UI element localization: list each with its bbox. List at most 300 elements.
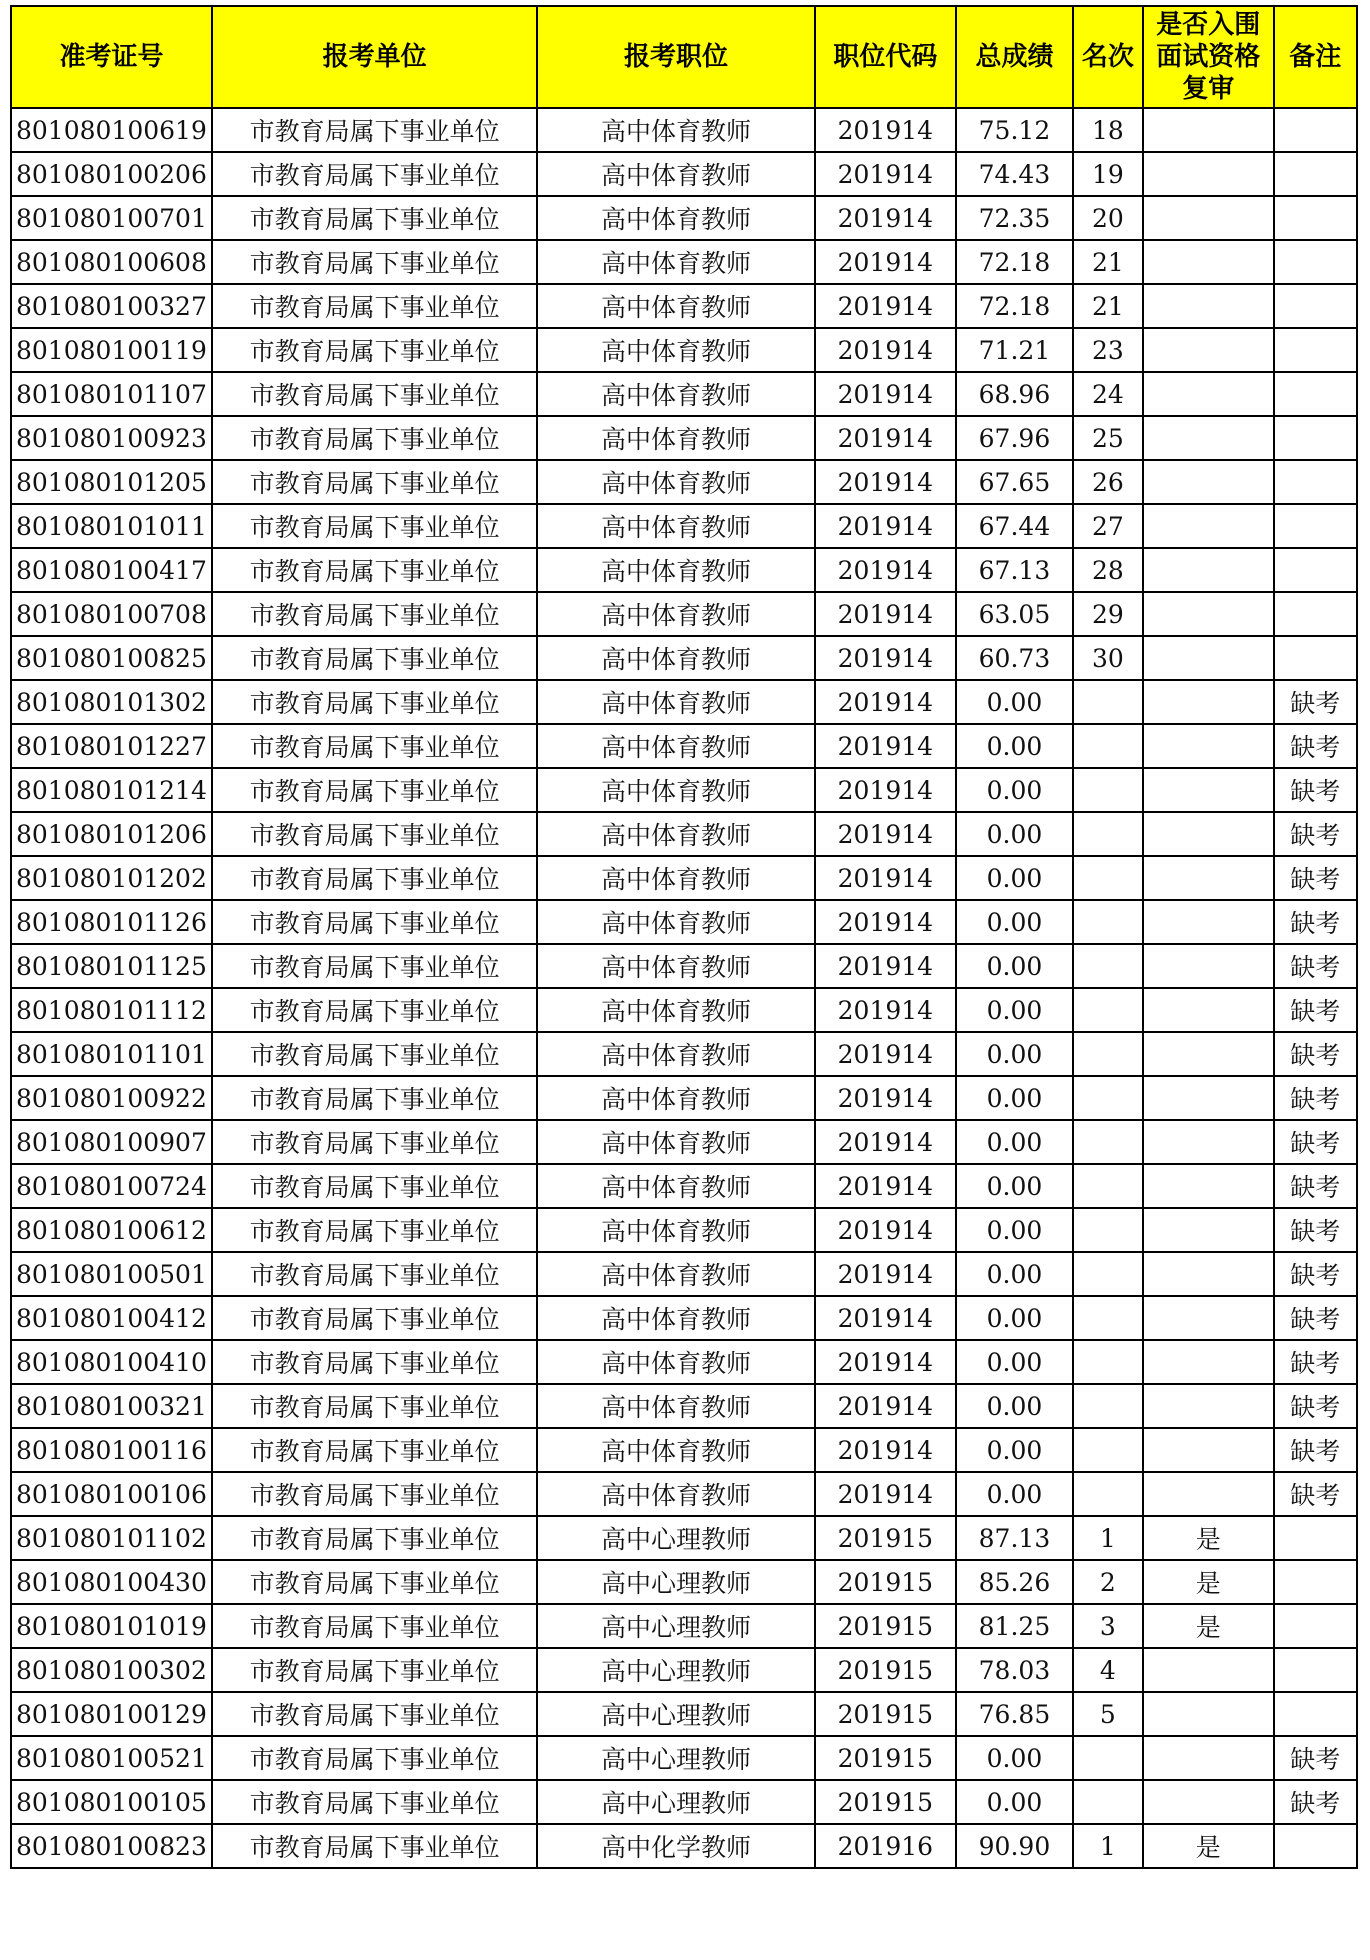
cell-exam-id: 801080101101 — [11, 1032, 212, 1076]
cell-interview-qualified — [1143, 504, 1274, 548]
cell-note — [1274, 592, 1357, 636]
cell-total-score: 0.00 — [956, 768, 1073, 812]
cell-exam-id: 801080100321 — [11, 1384, 212, 1428]
cell-unit: 市教育局属下事业单位 — [212, 372, 537, 416]
table-row — [11, 1032, 1357, 1076]
cell-exam-id: 801080101125 — [11, 944, 212, 988]
cell-interview-qualified — [1143, 1384, 1274, 1428]
cell-unit: 市教育局属下事业单位 — [212, 768, 537, 812]
results-table — [10, 5, 1358, 1869]
table-row — [11, 1296, 1357, 1340]
cell-position-code: 201914 — [815, 284, 957, 328]
cell-note: 缺考 — [1274, 1076, 1357, 1120]
table-row — [11, 416, 1357, 460]
cell-total-score: 0.00 — [956, 944, 1073, 988]
cell-total-score: 0.00 — [956, 1340, 1073, 1384]
cell-exam-id: 801080101302 — [11, 680, 212, 724]
table-row — [11, 768, 1357, 812]
cell-rank: 2 — [1073, 1560, 1143, 1604]
cell-rank: 24 — [1073, 372, 1143, 416]
cell-position-code: 201914 — [815, 240, 957, 284]
cell-rank — [1073, 812, 1143, 856]
header-rank: 名次 — [1073, 6, 1143, 108]
cell-rank — [1073, 1208, 1143, 1252]
cell-note: 缺考 — [1274, 1164, 1357, 1208]
cell-rank — [1073, 1076, 1143, 1120]
cell-exam-id: 801080100823 — [11, 1824, 212, 1868]
cell-unit: 市教育局属下事业单位 — [212, 636, 537, 680]
table-row — [11, 900, 1357, 944]
cell-position-code: 201914 — [815, 1076, 957, 1120]
cell-exam-id: 801080100922 — [11, 1076, 212, 1120]
table-row — [11, 1692, 1357, 1736]
cell-total-score: 0.00 — [956, 856, 1073, 900]
cell-interview-qualified — [1143, 284, 1274, 328]
cell-exam-id: 801080100327 — [11, 284, 212, 328]
cell-unit: 市教育局属下事业单位 — [212, 416, 537, 460]
cell-position-code: 201914 — [815, 1032, 957, 1076]
cell-position: 高中体育教师 — [537, 1340, 814, 1384]
cell-rank: 20 — [1073, 196, 1143, 240]
cell-position: 高中化学教师 — [537, 1824, 814, 1868]
cell-interview-qualified — [1143, 1428, 1274, 1472]
cell-position: 高中体育教师 — [537, 724, 814, 768]
table-row — [11, 240, 1357, 284]
header-position: 报考职位 — [537, 6, 814, 108]
cell-position: 高中体育教师 — [537, 636, 814, 680]
cell-rank — [1073, 768, 1143, 812]
cell-unit: 市教育局属下事业单位 — [212, 900, 537, 944]
table-row — [11, 636, 1357, 680]
cell-position: 高中心理教师 — [537, 1780, 814, 1824]
cell-unit: 市教育局属下事业单位 — [212, 1076, 537, 1120]
cell-rank — [1073, 1164, 1143, 1208]
cell-unit: 市教育局属下事业单位 — [212, 1032, 537, 1076]
cell-total-score: 72.35 — [956, 196, 1073, 240]
table-row — [11, 1252, 1357, 1296]
cell-note — [1274, 284, 1357, 328]
table-row — [11, 812, 1357, 856]
cell-interview-qualified — [1143, 1120, 1274, 1164]
cell-unit: 市教育局属下事业单位 — [212, 1516, 537, 1560]
cell-note — [1274, 240, 1357, 284]
cell-total-score: 0.00 — [956, 1384, 1073, 1428]
header-position-code: 职位代码 — [815, 6, 957, 108]
cell-total-score: 0.00 — [956, 1780, 1073, 1824]
table-row — [11, 1120, 1357, 1164]
cell-exam-id: 801080101112 — [11, 988, 212, 1032]
table-row — [11, 284, 1357, 328]
cell-position: 高中体育教师 — [537, 1384, 814, 1428]
cell-position: 高中体育教师 — [537, 1472, 814, 1516]
table-row — [11, 1472, 1357, 1516]
cell-total-score: 90.90 — [956, 1824, 1073, 1868]
cell-exam-id: 801080100206 — [11, 152, 212, 196]
cell-total-score: 67.13 — [956, 548, 1073, 592]
cell-exam-id: 801080101227 — [11, 724, 212, 768]
cell-position: 高中体育教师 — [537, 1164, 814, 1208]
cell-note — [1274, 328, 1357, 372]
cell-rank — [1073, 1472, 1143, 1516]
table-row — [11, 1736, 1357, 1780]
table-row — [11, 1604, 1357, 1648]
cell-position: 高中体育教师 — [537, 108, 814, 152]
cell-interview-qualified — [1143, 812, 1274, 856]
cell-interview-qualified — [1143, 1164, 1274, 1208]
cell-rank: 21 — [1073, 240, 1143, 284]
cell-rank — [1073, 1032, 1143, 1076]
table-row — [11, 1516, 1357, 1560]
header-exam-id: 准考证号 — [11, 6, 212, 108]
cell-interview-qualified — [1143, 988, 1274, 1032]
cell-position: 高中体育教师 — [537, 240, 814, 284]
cell-position: 高中心理教师 — [537, 1736, 814, 1780]
cell-interview-qualified — [1143, 1472, 1274, 1516]
table-body — [11, 108, 1357, 1868]
table-row — [11, 1208, 1357, 1252]
cell-total-score: 63.05 — [956, 592, 1073, 636]
cell-exam-id: 801080100619 — [11, 108, 212, 152]
cell-unit: 市教育局属下事业单位 — [212, 1428, 537, 1472]
cell-rank — [1073, 724, 1143, 768]
cell-rank — [1073, 1252, 1143, 1296]
cell-position-code: 201915 — [815, 1692, 957, 1736]
cell-position-code: 201914 — [815, 944, 957, 988]
cell-position: 高中体育教师 — [537, 988, 814, 1032]
cell-position-code: 201914 — [815, 724, 957, 768]
cell-interview-qualified — [1143, 768, 1274, 812]
cell-note — [1274, 416, 1357, 460]
cell-total-score: 71.21 — [956, 328, 1073, 372]
cell-rank — [1073, 1780, 1143, 1824]
cell-exam-id: 801080100116 — [11, 1428, 212, 1472]
cell-position-code: 201914 — [815, 1252, 957, 1296]
cell-unit: 市教育局属下事业单位 — [212, 1164, 537, 1208]
cell-rank: 1 — [1073, 1824, 1143, 1868]
cell-rank — [1073, 944, 1143, 988]
cell-exam-id: 801080100907 — [11, 1120, 212, 1164]
cell-position: 高中体育教师 — [537, 812, 814, 856]
table-row — [11, 856, 1357, 900]
cell-total-score: 0.00 — [956, 1164, 1073, 1208]
cell-interview-qualified — [1143, 1076, 1274, 1120]
cell-interview-qualified — [1143, 108, 1274, 152]
cell-position-code: 201915 — [815, 1648, 957, 1692]
cell-interview-qualified — [1143, 680, 1274, 724]
cell-interview-qualified — [1143, 1648, 1274, 1692]
cell-position-code: 201914 — [815, 196, 957, 240]
cell-unit: 市教育局属下事业单位 — [212, 1472, 537, 1516]
cell-total-score: 0.00 — [956, 1208, 1073, 1252]
cell-total-score: 0.00 — [956, 724, 1073, 768]
cell-position: 高中体育教师 — [537, 284, 814, 328]
cell-position: 高中心理教师 — [537, 1516, 814, 1560]
cell-unit: 市教育局属下事业单位 — [212, 108, 537, 152]
cell-exam-id: 801080101206 — [11, 812, 212, 856]
cell-unit: 市教育局属下事业单位 — [212, 152, 537, 196]
cell-note: 缺考 — [1274, 1032, 1357, 1076]
cell-position-code: 201914 — [815, 1384, 957, 1428]
cell-note — [1274, 636, 1357, 680]
cell-position: 高中体育教师 — [537, 548, 814, 592]
cell-total-score: 67.44 — [956, 504, 1073, 548]
cell-note: 缺考 — [1274, 1252, 1357, 1296]
cell-total-score: 67.65 — [956, 460, 1073, 504]
cell-total-score: 60.73 — [956, 636, 1073, 680]
table-row — [11, 548, 1357, 592]
cell-rank: 3 — [1073, 1604, 1143, 1648]
cell-total-score: 74.43 — [956, 152, 1073, 196]
cell-position: 高中心理教师 — [537, 1648, 814, 1692]
cell-note — [1274, 1824, 1357, 1868]
cell-position: 高中体育教师 — [537, 416, 814, 460]
cell-position: 高中体育教师 — [537, 944, 814, 988]
table-row — [11, 504, 1357, 548]
cell-unit: 市教育局属下事业单位 — [212, 680, 537, 724]
cell-position-code: 201916 — [815, 1824, 957, 1868]
cell-exam-id: 801080101205 — [11, 460, 212, 504]
cell-position-code: 201914 — [815, 108, 957, 152]
cell-total-score: 0.00 — [956, 1428, 1073, 1472]
cell-note — [1274, 1604, 1357, 1648]
cell-position-code: 201914 — [815, 152, 957, 196]
table-row — [11, 1648, 1357, 1692]
cell-unit: 市教育局属下事业单位 — [212, 460, 537, 504]
cell-exam-id: 801080100923 — [11, 416, 212, 460]
cell-total-score: 0.00 — [956, 900, 1073, 944]
cell-unit: 市教育局属下事业单位 — [212, 1604, 537, 1648]
cell-exam-id: 801080100129 — [11, 1692, 212, 1736]
cell-interview-qualified — [1143, 636, 1274, 680]
cell-position: 高中体育教师 — [537, 196, 814, 240]
cell-exam-id: 801080100430 — [11, 1560, 212, 1604]
cell-position: 高中体育教师 — [537, 504, 814, 548]
cell-total-score: 81.25 — [956, 1604, 1073, 1648]
cell-position-code: 201914 — [815, 1472, 957, 1516]
cell-rank: 27 — [1073, 504, 1143, 548]
cell-note — [1274, 504, 1357, 548]
cell-total-score: 0.00 — [956, 1736, 1073, 1780]
table-row — [11, 108, 1357, 152]
cell-note: 缺考 — [1274, 680, 1357, 724]
cell-position: 高中体育教师 — [537, 460, 814, 504]
cell-rank — [1073, 988, 1143, 1032]
cell-note: 缺考 — [1274, 812, 1357, 856]
cell-interview-qualified — [1143, 152, 1274, 196]
cell-total-score: 0.00 — [956, 680, 1073, 724]
cell-note: 缺考 — [1274, 1780, 1357, 1824]
cell-position-code: 201914 — [815, 460, 957, 504]
cell-exam-id: 801080101214 — [11, 768, 212, 812]
header-interview-qualified: 是否入围面试资格复审 — [1143, 6, 1274, 108]
cell-exam-id: 801080100708 — [11, 592, 212, 636]
cell-note — [1274, 548, 1357, 592]
cell-interview-qualified — [1143, 460, 1274, 504]
table-row — [11, 1076, 1357, 1120]
cell-position: 高中体育教师 — [537, 900, 814, 944]
header-total-score: 总成绩 — [956, 6, 1073, 108]
cell-note: 缺考 — [1274, 1736, 1357, 1780]
header-note: 备注 — [1274, 6, 1357, 108]
cell-position: 高中体育教师 — [537, 328, 814, 372]
cell-exam-id: 801080100612 — [11, 1208, 212, 1252]
cell-position-code: 201914 — [815, 768, 957, 812]
header-row — [11, 6, 1357, 108]
cell-exam-id: 801080100501 — [11, 1252, 212, 1296]
cell-note: 缺考 — [1274, 944, 1357, 988]
cell-interview-qualified: 是 — [1143, 1516, 1274, 1560]
cell-note: 缺考 — [1274, 988, 1357, 1032]
cell-exam-id: 801080100410 — [11, 1340, 212, 1384]
cell-interview-qualified — [1143, 548, 1274, 592]
cell-position: 高中体育教师 — [537, 152, 814, 196]
cell-total-score: 78.03 — [956, 1648, 1073, 1692]
cell-unit: 市教育局属下事业单位 — [212, 240, 537, 284]
cell-position: 高中体育教师 — [537, 680, 814, 724]
cell-total-score: 0.00 — [956, 1120, 1073, 1164]
cell-note — [1274, 460, 1357, 504]
cell-rank: 23 — [1073, 328, 1143, 372]
cell-rank: 19 — [1073, 152, 1143, 196]
cell-rank: 28 — [1073, 548, 1143, 592]
cell-note: 缺考 — [1274, 1120, 1357, 1164]
cell-total-score: 0.00 — [956, 1076, 1073, 1120]
cell-total-score: 75.12 — [956, 108, 1073, 152]
cell-position-code: 201914 — [815, 856, 957, 900]
cell-rank: 26 — [1073, 460, 1143, 504]
cell-position: 高中心理教师 — [537, 1560, 814, 1604]
cell-interview-qualified — [1143, 944, 1274, 988]
cell-interview-qualified — [1143, 372, 1274, 416]
cell-exam-id: 801080101202 — [11, 856, 212, 900]
cell-interview-qualified: 是 — [1143, 1604, 1274, 1648]
table-row — [11, 460, 1357, 504]
cell-total-score: 87.13 — [956, 1516, 1073, 1560]
cell-interview-qualified — [1143, 1736, 1274, 1780]
cell-total-score: 0.00 — [956, 1472, 1073, 1516]
cell-exam-id: 801080100302 — [11, 1648, 212, 1692]
cell-position-code: 201914 — [815, 372, 957, 416]
cell-position: 高中体育教师 — [537, 1120, 814, 1164]
cell-position-code: 201914 — [815, 1428, 957, 1472]
cell-interview-qualified — [1143, 416, 1274, 460]
cell-rank: 5 — [1073, 1692, 1143, 1736]
cell-position-code: 201914 — [815, 592, 957, 636]
cell-total-score: 0.00 — [956, 1032, 1073, 1076]
cell-unit: 市教育局属下事业单位 — [212, 988, 537, 1032]
cell-note: 缺考 — [1274, 1340, 1357, 1384]
cell-interview-qualified — [1143, 856, 1274, 900]
cell-total-score: 72.18 — [956, 284, 1073, 328]
cell-unit: 市教育局属下事业单位 — [212, 724, 537, 768]
cell-rank: 1 — [1073, 1516, 1143, 1560]
cell-unit: 市教育局属下事业单位 — [212, 1120, 537, 1164]
cell-exam-id: 801080100724 — [11, 1164, 212, 1208]
cell-note: 缺考 — [1274, 1428, 1357, 1472]
cell-rank: 21 — [1073, 284, 1143, 328]
table-row — [11, 1428, 1357, 1472]
cell-rank: 29 — [1073, 592, 1143, 636]
cell-note: 缺考 — [1274, 1296, 1357, 1340]
cell-note — [1274, 196, 1357, 240]
cell-exam-id: 801080101011 — [11, 504, 212, 548]
cell-unit: 市教育局属下事业单位 — [212, 328, 537, 372]
cell-rank — [1073, 1384, 1143, 1428]
cell-position: 高中体育教师 — [537, 372, 814, 416]
table-row — [11, 196, 1357, 240]
cell-interview-qualified: 是 — [1143, 1824, 1274, 1868]
cell-exam-id: 801080101019 — [11, 1604, 212, 1648]
table-row — [11, 1340, 1357, 1384]
cell-note — [1274, 108, 1357, 152]
cell-unit: 市教育局属下事业单位 — [212, 1824, 537, 1868]
cell-position: 高中体育教师 — [537, 592, 814, 636]
cell-position-code: 201914 — [815, 1164, 957, 1208]
table-row — [11, 1164, 1357, 1208]
cell-note — [1274, 1516, 1357, 1560]
table-row — [11, 680, 1357, 724]
table-row — [11, 592, 1357, 636]
cell-interview-qualified — [1143, 240, 1274, 284]
cell-position: 高中体育教师 — [537, 1428, 814, 1472]
cell-exam-id: 801080100825 — [11, 636, 212, 680]
cell-total-score: 0.00 — [956, 1252, 1073, 1296]
cell-unit: 市教育局属下事业单位 — [212, 1648, 537, 1692]
cell-unit: 市教育局属下事业单位 — [212, 1384, 537, 1428]
cell-position-code: 201915 — [815, 1604, 957, 1648]
cell-exam-id: 801080100521 — [11, 1736, 212, 1780]
table-row — [11, 328, 1357, 372]
cell-position-code: 201914 — [815, 900, 957, 944]
cell-note: 缺考 — [1274, 1472, 1357, 1516]
cell-exam-id: 801080100412 — [11, 1296, 212, 1340]
cell-unit: 市教育局属下事业单位 — [212, 592, 537, 636]
cell-total-score: 76.85 — [956, 1692, 1073, 1736]
cell-note: 缺考 — [1274, 768, 1357, 812]
table-row — [11, 988, 1357, 1032]
cell-total-score: 68.96 — [956, 372, 1073, 416]
cell-position-code: 201914 — [815, 328, 957, 372]
cell-interview-qualified — [1143, 328, 1274, 372]
table-row — [11, 372, 1357, 416]
cell-interview-qualified — [1143, 724, 1274, 768]
cell-interview-qualified — [1143, 1692, 1274, 1736]
cell-note — [1274, 152, 1357, 196]
cell-exam-id: 801080100106 — [11, 1472, 212, 1516]
cell-position: 高中体育教师 — [537, 1296, 814, 1340]
cell-interview-qualified — [1143, 1296, 1274, 1340]
cell-total-score: 67.96 — [956, 416, 1073, 460]
cell-position-code: 201914 — [815, 504, 957, 548]
cell-rank — [1073, 856, 1143, 900]
cell-position-code: 201914 — [815, 548, 957, 592]
cell-position: 高中体育教师 — [537, 856, 814, 900]
cell-rank — [1073, 900, 1143, 944]
cell-note: 缺考 — [1274, 1384, 1357, 1428]
cell-rank: 30 — [1073, 636, 1143, 680]
cell-position-code: 201914 — [815, 988, 957, 1032]
cell-unit: 市教育局属下事业单位 — [212, 548, 537, 592]
table-row — [11, 944, 1357, 988]
table-row — [11, 724, 1357, 768]
cell-unit: 市教育局属下事业单位 — [212, 812, 537, 856]
cell-position: 高中心理教师 — [537, 1604, 814, 1648]
cell-note: 缺考 — [1274, 724, 1357, 768]
cell-position-code: 201914 — [815, 1120, 957, 1164]
cell-interview-qualified — [1143, 1032, 1274, 1076]
cell-interview-qualified: 是 — [1143, 1560, 1274, 1604]
cell-rank: 4 — [1073, 1648, 1143, 1692]
